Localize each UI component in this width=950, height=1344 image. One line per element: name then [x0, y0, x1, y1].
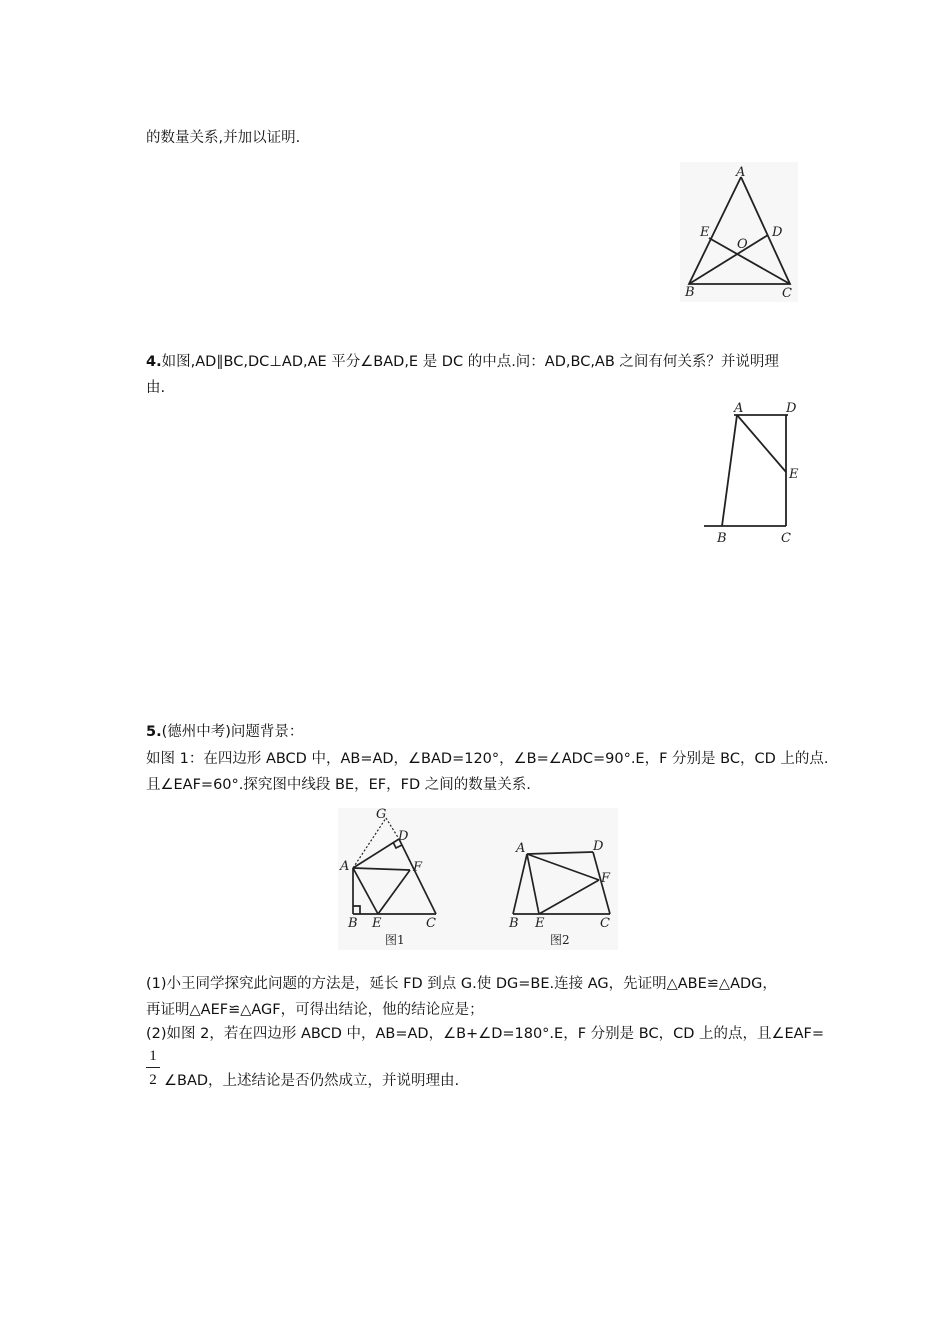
label-A: A [516, 841, 526, 856]
q4-line-1 [146, 352, 779, 372]
q5-part2-line-2: ∠BAD，上述结论是否仍然成立，并说明理由. [164, 1073, 460, 1089]
figure-q5-fig1-fig2 [338, 808, 618, 950]
q5-title: (德州中考)问题背景： [161, 724, 304, 740]
label-F: F [601, 871, 611, 886]
label-C: C [782, 286, 792, 301]
figure-q4-trapezoid [700, 396, 810, 548]
fraction-denominator: 2 [149, 1072, 157, 1088]
q5-number: 5. [146, 724, 162, 740]
q5-line-2: 且∠EAF=60°.探究图中线段 BE，EF，FD 之间的数量关系. [146, 777, 531, 793]
q4-number: 4. [146, 354, 162, 370]
q3-line-1: 的数量关系,并加以证明. [146, 130, 301, 146]
label-D: D [786, 401, 797, 416]
caption-fig1: 图1 [385, 933, 405, 947]
label-F: F [413, 860, 423, 875]
label-C: C [600, 916, 610, 931]
label-E: E [372, 916, 382, 931]
q4-text-1: 如图,AD∥BC,DC⊥AD,AE 平分∠BAD,E 是 DC 的中点.问：AD,BC,AB 之间有何关系？并说明理 [161, 354, 779, 370]
label-E: E [789, 467, 799, 482]
q5-part2-line-1: (2)如图 2，若在四边形 ABCD 中，AB=AD，∠B+∠D=180°.E，F 分别是 BC，CD 上的点，且∠EAF= [146, 1026, 825, 1042]
q4-line-2: 由. [146, 380, 166, 396]
label-E: E [535, 916, 545, 931]
label-B: B [509, 916, 519, 931]
fraction-numerator: 1 [146, 1046, 160, 1068]
label-C: C [781, 531, 791, 546]
label-A: A [340, 859, 350, 874]
label-D: D [398, 829, 409, 844]
figure-q3-triangle [680, 162, 798, 302]
label-D: D [772, 225, 783, 240]
label-A: A [736, 165, 746, 180]
label-G: G [376, 808, 387, 822]
q5-part1-line-2: 再证明△AEF≌△AGF，可得出结论，他的结论应是； [146, 1002, 484, 1018]
label-O: O [737, 237, 748, 252]
label-B: B [348, 916, 358, 931]
label-B: B [717, 531, 727, 546]
label-E: E [700, 225, 710, 240]
caption-fig2: 图2 [550, 933, 570, 947]
label-A: A [734, 401, 744, 416]
fraction-one-half [146, 1046, 160, 1090]
label-D: D [593, 839, 604, 854]
label-C: C [426, 916, 436, 931]
q5-title-line [146, 722, 303, 742]
q5-part1-line-1: (1)小王同学探究此问题的方法是，延长 FD 到点 G.使 DG=BE.连接 AG，先证明△ABE≌△ADG， [146, 976, 777, 992]
label-B: B [685, 285, 695, 300]
q5-line-1: 如图 1：在四边形 ABCD 中，AB=AD，∠BAD=120°，∠B=∠ADC=90°.E，F 分别是 BC，CD 上的点. [146, 751, 829, 767]
